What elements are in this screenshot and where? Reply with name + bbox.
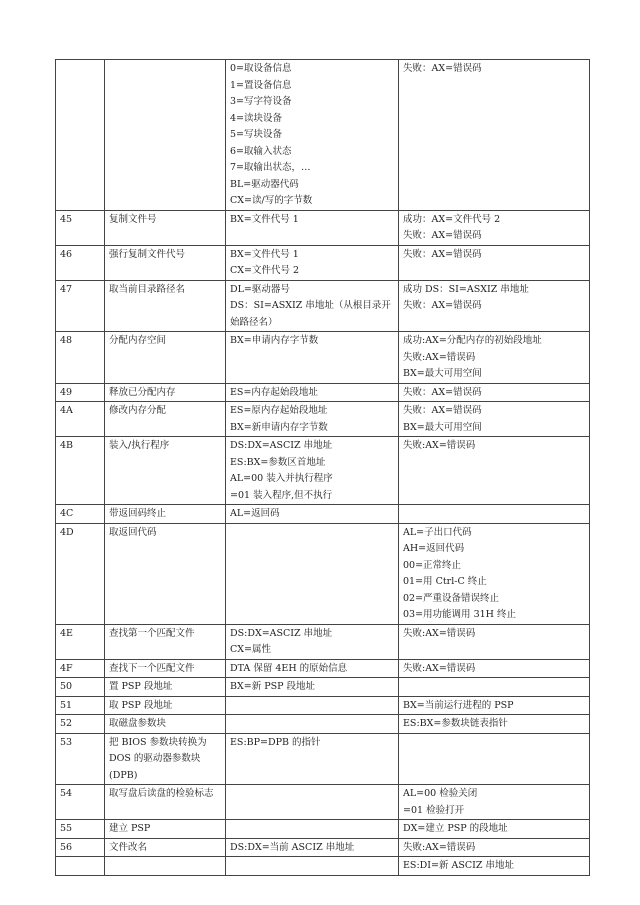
output-params-cell bbox=[399, 523, 590, 624]
cell-line: ES:BX=参数区首地址 bbox=[230, 456, 326, 468]
function-code-cell bbox=[56, 332, 105, 384]
function-code-cell bbox=[56, 280, 105, 332]
output-params-cell bbox=[399, 383, 590, 402]
function-code-cell bbox=[56, 715, 105, 734]
function-name-cell bbox=[105, 402, 226, 437]
table-row bbox=[56, 437, 590, 505]
cell-line: 装入/执行程序 bbox=[109, 440, 170, 451]
cell-line: 54 bbox=[60, 788, 73, 799]
cell-line: 带返回码终止 bbox=[109, 508, 167, 519]
cell-line: AH=返回代码 bbox=[403, 543, 465, 554]
cell-line: 分配内存空间 bbox=[109, 335, 167, 346]
table-row bbox=[56, 624, 590, 659]
cell-line: 复制文件号 bbox=[109, 213, 157, 225]
function-code-cell bbox=[56, 245, 105, 280]
input-params-cell bbox=[226, 785, 399, 820]
cell-line: 00=正常终止 bbox=[403, 559, 462, 571]
cell-line: 取磁盘参数块 bbox=[109, 718, 167, 729]
output-params-cell bbox=[399, 437, 590, 505]
cell-line: 失败:AX=错误码 bbox=[403, 351, 476, 363]
table-row bbox=[56, 383, 590, 402]
function-code-cell bbox=[56, 523, 105, 624]
function-name-cell bbox=[105, 659, 226, 678]
input-params-cell bbox=[226, 624, 399, 659]
cell-line: 47 bbox=[60, 283, 73, 295]
cell-line: 失败:AX=错误码 bbox=[403, 440, 476, 451]
cell-line: 置 PSP 段地址 bbox=[109, 681, 173, 692]
cell-line: 释放已分配内存 bbox=[109, 386, 176, 398]
function-name-cell bbox=[105, 733, 226, 785]
output-params-cell bbox=[399, 280, 590, 332]
cell-line: 45 bbox=[60, 213, 73, 225]
cell-line: BX=申请内存字节数 bbox=[230, 335, 319, 346]
function-code-cell bbox=[56, 820, 105, 839]
cell-line: BX=最大可用空间 bbox=[403, 368, 482, 379]
cell-line: 取返回代码 bbox=[109, 526, 157, 538]
cell-line: BX=文件代号 1 bbox=[230, 213, 299, 225]
function-code-cell bbox=[56, 624, 105, 659]
input-params-cell bbox=[226, 210, 399, 245]
cell-line: 修改内存分配 bbox=[109, 405, 167, 416]
cell-line: 成功:AX=分配内存的初始段地址 bbox=[403, 335, 542, 346]
output-params-cell bbox=[399, 210, 590, 245]
table-row bbox=[56, 523, 590, 624]
input-params-cell bbox=[226, 857, 399, 876]
cell-line: 失败：AX=错误码 bbox=[403, 300, 482, 311]
cell-line: ES=内存起始段地址 bbox=[230, 386, 318, 398]
cell-line: 4A bbox=[60, 405, 73, 416]
cell-line: BX=最大可用空间 bbox=[403, 421, 482, 433]
cell-line: BX=文件代号 1 bbox=[230, 248, 299, 260]
function-name-cell bbox=[105, 785, 226, 820]
input-params-cell bbox=[226, 678, 399, 697]
table-row bbox=[56, 659, 590, 678]
cell-line: DS:DX=ASCIZ 串地址 bbox=[230, 627, 333, 639]
function-name-cell bbox=[105, 523, 226, 624]
cell-line: 成功 DS：SI=ASXIZ 串地址 bbox=[403, 283, 529, 295]
table-row bbox=[56, 785, 590, 820]
cell-line: ES:DI=新 ASCIZ 串地址 bbox=[403, 860, 515, 871]
function-code-cell bbox=[56, 210, 105, 245]
input-params-cell bbox=[226, 437, 399, 505]
function-name-cell bbox=[105, 437, 226, 505]
function-name-cell bbox=[105, 624, 226, 659]
input-params-cell bbox=[226, 332, 399, 384]
cell-line: =01 装入程序,但不执行 bbox=[230, 489, 333, 501]
output-params-cell bbox=[399, 678, 590, 697]
cell-line: 53 bbox=[60, 736, 73, 748]
cell-line: 查找下一个匹配文件 bbox=[109, 662, 195, 674]
cell-line: 失败：AX=错误码 bbox=[403, 405, 482, 416]
cell-line: 55 bbox=[60, 823, 73, 834]
cell-line: ES=原内存起始段地址 bbox=[230, 405, 328, 416]
cell-line: 取 PSP 段地址 bbox=[109, 699, 173, 711]
cell-line: 失败：AX=错误码 bbox=[403, 230, 482, 241]
dos-function-table bbox=[55, 59, 590, 876]
function-code-cell bbox=[56, 505, 105, 524]
function-name-cell bbox=[105, 678, 226, 697]
cell-line: DL=驱动器号 bbox=[230, 283, 290, 295]
cell-line: 失败:AX=错误码 bbox=[403, 841, 476, 853]
function-name-cell bbox=[105, 715, 226, 734]
function-code-cell bbox=[56, 437, 105, 505]
input-params-cell bbox=[226, 733, 399, 785]
table-row bbox=[56, 60, 590, 211]
function-code-cell bbox=[56, 60, 105, 211]
input-params-cell bbox=[226, 280, 399, 332]
cell-line: 56 bbox=[60, 841, 73, 853]
table-row bbox=[56, 678, 590, 697]
cell-line: =01 检验打开 bbox=[403, 804, 465, 816]
table-row bbox=[56, 210, 590, 245]
output-params-cell bbox=[399, 332, 590, 384]
input-params-cell bbox=[226, 245, 399, 280]
function-name-cell bbox=[105, 332, 226, 384]
table-row bbox=[56, 696, 590, 715]
function-code-cell bbox=[56, 696, 105, 715]
cell-line: ES:BX=参数块链表指针 bbox=[403, 718, 508, 729]
cell-line: CX=文件代号 2 bbox=[230, 265, 300, 276]
function-code-cell bbox=[56, 383, 105, 402]
output-params-cell bbox=[399, 696, 590, 715]
cell-line: 文件改名 bbox=[109, 841, 148, 853]
function-code-cell bbox=[56, 733, 105, 785]
cell-line: 4B bbox=[60, 440, 74, 451]
cell-line: 7=取输出状态，… bbox=[230, 162, 311, 173]
cell-line: 3=写字符设备 bbox=[230, 96, 292, 107]
function-name-cell bbox=[105, 838, 226, 857]
output-params-cell bbox=[399, 820, 590, 839]
cell-line: 4F bbox=[60, 662, 73, 674]
output-params-cell bbox=[399, 785, 590, 820]
input-params-cell bbox=[226, 523, 399, 624]
cell-line: 失败：AX=错误码 bbox=[403, 386, 482, 398]
function-name-cell bbox=[105, 210, 226, 245]
input-params-cell bbox=[226, 383, 399, 402]
cell-line: 4C bbox=[60, 508, 74, 519]
cell-line: CX=读/写的字节数 bbox=[230, 195, 313, 206]
cell-line: 建立 PSP bbox=[109, 823, 151, 834]
function-code-cell bbox=[56, 838, 105, 857]
table-row bbox=[56, 838, 590, 857]
cell-line: BL=驱动器代码 bbox=[230, 178, 299, 190]
input-params-cell bbox=[226, 838, 399, 857]
cell-line: 51 bbox=[60, 699, 73, 711]
function-code-cell bbox=[56, 785, 105, 820]
table-row bbox=[56, 857, 590, 876]
cell-line: 失败：AX=错误码 bbox=[403, 63, 482, 74]
function-name-cell bbox=[105, 245, 226, 280]
cell-line: BX=新 PSP 段地址 bbox=[230, 681, 316, 692]
cell-line: 03=用功能调用 31H 终止 bbox=[403, 609, 516, 620]
output-params-cell bbox=[399, 733, 590, 785]
input-params-cell bbox=[226, 60, 399, 211]
cell-line: 把 BIOS 参数块转换为 DOS 的驱动器参数块(DPB) bbox=[109, 736, 207, 781]
cell-line: DS：SI=ASXIZ 串地址（从根目录开始路径名） bbox=[230, 300, 391, 328]
cell-line: 0=取设备信息 bbox=[230, 63, 292, 74]
output-params-cell bbox=[399, 838, 590, 857]
table-row bbox=[56, 332, 590, 384]
function-name-cell bbox=[105, 280, 226, 332]
cell-line: ES:BP=DPB 的指针 bbox=[230, 736, 321, 748]
function-name-cell bbox=[105, 60, 226, 211]
cell-line: 取当前目录路径名 bbox=[109, 283, 186, 295]
cell-line: 6=取输入状态 bbox=[230, 145, 292, 157]
cell-line: 成功：AX=文件代号 2 bbox=[403, 213, 501, 225]
cell-line: 取写盘后读盘的检验标志 bbox=[109, 788, 214, 799]
output-params-cell bbox=[399, 60, 590, 211]
cell-line: 49 bbox=[60, 386, 73, 398]
cell-line: 失败:AX=错误码 bbox=[403, 662, 476, 674]
function-name-cell bbox=[105, 696, 226, 715]
cell-line: AL=00 检验关闭 bbox=[403, 788, 478, 799]
output-params-cell bbox=[399, 659, 590, 678]
cell-line: 5=写块设备 bbox=[230, 129, 283, 140]
input-params-cell bbox=[226, 505, 399, 524]
cell-line: 48 bbox=[60, 335, 73, 346]
table-body bbox=[56, 60, 590, 876]
input-params-cell bbox=[226, 402, 399, 437]
table-row bbox=[56, 245, 590, 280]
input-params-cell bbox=[226, 820, 399, 839]
cell-line: AL=返回码 bbox=[230, 508, 280, 519]
output-params-cell bbox=[399, 402, 590, 437]
cell-line: DS:DX=ASCIZ 串地址 bbox=[230, 440, 333, 451]
cell-line: DS:DX=当前 ASCIZ 串地址 bbox=[230, 841, 355, 853]
function-name-cell bbox=[105, 383, 226, 402]
cell-line: AL=子出口代码 bbox=[403, 526, 472, 538]
cell-line: 失败:AX=错误码 bbox=[403, 627, 476, 639]
function-name-cell bbox=[105, 820, 226, 839]
output-params-cell bbox=[399, 715, 590, 734]
cell-line: CX=属性 bbox=[230, 644, 271, 655]
cell-line: 52 bbox=[60, 718, 73, 729]
table-row bbox=[56, 402, 590, 437]
cell-line: 02=严重设备错误终止 bbox=[403, 592, 500, 604]
table-row bbox=[56, 505, 590, 524]
cell-line: 01=用 Ctrl-C 终止 bbox=[403, 576, 487, 587]
function-code-cell bbox=[56, 402, 105, 437]
function-code-cell bbox=[56, 857, 105, 876]
cell-line: 4D bbox=[60, 526, 74, 538]
cell-line: 4=读块设备 bbox=[230, 112, 283, 124]
output-params-cell bbox=[399, 857, 590, 876]
cell-line: 查找第一个匹配文件 bbox=[109, 627, 195, 639]
cell-line: 4E bbox=[60, 627, 73, 639]
function-name-cell bbox=[105, 857, 226, 876]
table-row bbox=[56, 733, 590, 785]
input-params-cell bbox=[226, 715, 399, 734]
cell-line: 失败：AX=错误码 bbox=[403, 248, 482, 260]
table-row bbox=[56, 280, 590, 332]
function-name-cell bbox=[105, 505, 226, 524]
input-params-cell bbox=[226, 659, 399, 678]
cell-line: DTA 保留 4EH 的原始信息 bbox=[230, 662, 348, 674]
input-params-cell bbox=[226, 696, 399, 715]
cell-line: BX=当前运行进程的 PSP bbox=[403, 699, 514, 711]
output-params-cell bbox=[399, 505, 590, 524]
cell-line: BX=新申请内存字节数 bbox=[230, 421, 328, 433]
cell-line: 1=置设备信息 bbox=[230, 79, 292, 91]
function-code-cell bbox=[56, 678, 105, 697]
table-row bbox=[56, 820, 590, 839]
table-row bbox=[56, 715, 590, 734]
cell-line: 强行复制文件代号 bbox=[109, 248, 186, 260]
output-params-cell bbox=[399, 245, 590, 280]
function-code-cell bbox=[56, 659, 105, 678]
cell-line: AL=00 装入并执行程序 bbox=[230, 473, 333, 484]
cell-line: 50 bbox=[60, 681, 73, 692]
output-params-cell bbox=[399, 624, 590, 659]
cell-line: 46 bbox=[60, 248, 73, 260]
cell-line: DX=建立 PSP 的段地址 bbox=[403, 823, 508, 834]
